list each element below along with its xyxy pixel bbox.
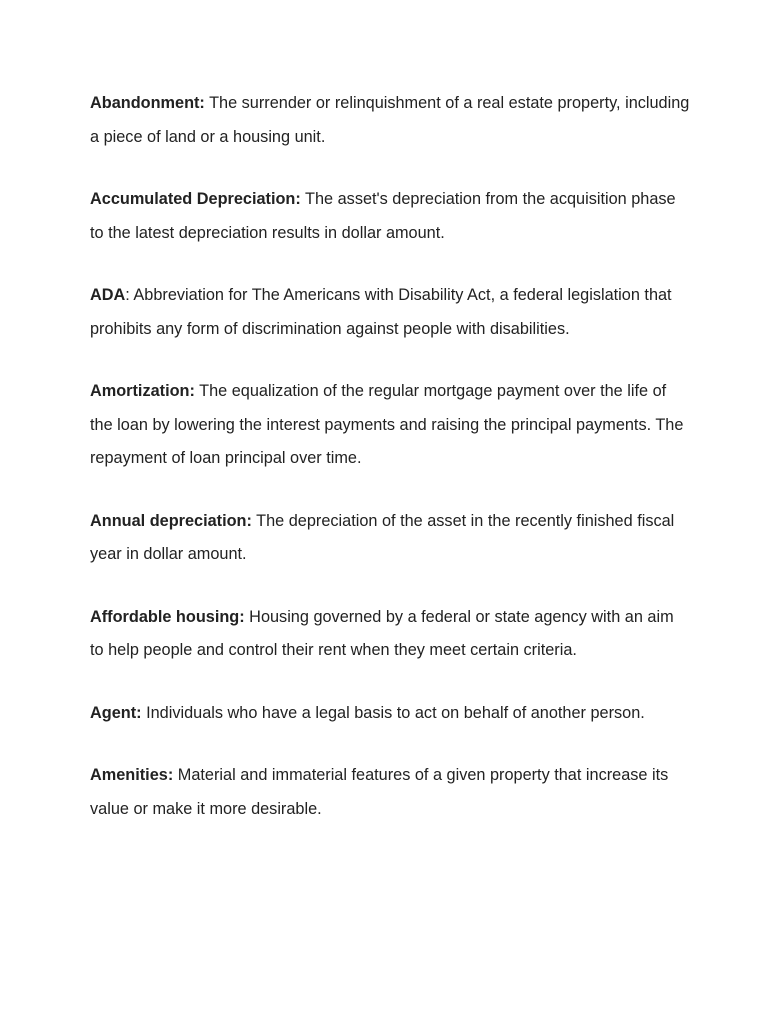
glossary-entry-annual-depreciation — [90, 505, 690, 572]
glossary-definition: The asset's depreciation from the acquisition phase to the latest depreciation results in dollar amount. — [90, 190, 676, 242]
glossary-definition: Individuals who have a legal basis to act on behalf of another person. — [141, 703, 645, 722]
glossary-definition: Material and immaterial features of a given property that increase its value or make it more desirable. — [90, 766, 669, 818]
glossary-term: Affordable housing: — [90, 607, 245, 626]
glossary-entry-amortization — [90, 375, 690, 476]
glossary-term: Annual depreciation: — [90, 511, 252, 530]
glossary-entry-abandonment — [90, 87, 690, 154]
glossary-term: Accumulated Depreciation: — [90, 190, 301, 208]
glossary-term: Amenities: — [90, 766, 174, 784]
glossary-entry-agent — [90, 697, 690, 731]
glossary-definition: Housing governed by a federal or state agency with an aim to help people and control their rent when they meet certain criteria. — [90, 607, 674, 659]
glossary-term: Abandonment: — [90, 94, 205, 112]
glossary-definition: The surrender or relinquishment of a real estate property, including a piece of land or a housing unit. — [90, 94, 690, 146]
glossary-definition: : Abbreviation for The Americans with Disability Act, a federal legislation that prohibits any form of discrimination against people with disabilities. — [90, 286, 672, 338]
glossary-definition: The equalization of the regular mortgage payment over the life of the loan by lowering the interest payments and raising the principal payments. The repayment of loan principal over time. — [90, 382, 684, 467]
glossary-entry-amenities — [90, 759, 690, 826]
glossary-entry-accumulated-depreciation — [90, 183, 690, 250]
glossary-definition: The depreciation of the asset in the recently finished fiscal year in dollar amount. — [90, 511, 675, 563]
glossary-document — [90, 87, 690, 855]
glossary-entry-affordable-housing — [90, 601, 690, 668]
glossary-term: ADA — [90, 286, 126, 304]
glossary-term: Amortization: — [90, 382, 195, 400]
glossary-entry-ada — [90, 279, 690, 346]
glossary-term: Agent: — [90, 703, 142, 722]
